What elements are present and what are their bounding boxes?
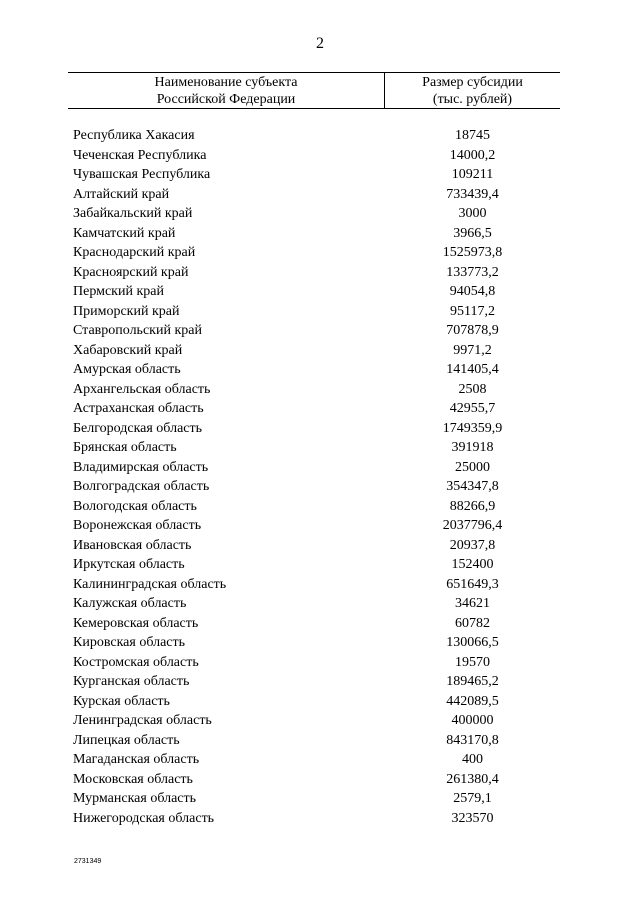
table-row bbox=[73, 302, 560, 322]
table-row bbox=[73, 633, 560, 653]
table-row bbox=[73, 672, 560, 692]
subsidy-amount: 130066,5 bbox=[446, 635, 499, 650]
subsidy-amount: 20937,8 bbox=[449, 537, 496, 553]
subsidy-amount: 141405,4 bbox=[446, 362, 499, 377]
subsidy-amount: 2579,1 bbox=[453, 791, 492, 806]
region-name: Кировская область bbox=[73, 635, 186, 650]
subsidy-amount: 60782 bbox=[455, 615, 490, 631]
table-row bbox=[73, 146, 560, 166]
region-name: Московская область bbox=[73, 771, 193, 787]
region-name: Волгоградская область bbox=[73, 479, 210, 494]
subsidy-amount: 1525973,8 bbox=[442, 245, 503, 260]
region-name: Чеченская Республика bbox=[73, 147, 207, 163]
table-row bbox=[73, 399, 560, 419]
table-row bbox=[73, 438, 560, 458]
subsidy-amount: 189465,2 bbox=[446, 674, 499, 689]
subsidy-amount: 95117,2 bbox=[450, 303, 495, 319]
region-name: Курская область bbox=[73, 693, 170, 709]
region-name: Приморский край bbox=[73, 303, 180, 319]
header-region-name-line1: Наименование субъекта bbox=[154, 75, 298, 90]
region-name: Магаданская область bbox=[73, 752, 200, 767]
header-region-name bbox=[68, 73, 385, 108]
subsidy-amount: 18745 bbox=[455, 128, 490, 143]
subsidy-amount: 88266,9 bbox=[449, 498, 496, 514]
table-row bbox=[73, 731, 560, 751]
table-row bbox=[73, 263, 560, 283]
region-name: Алтайский край bbox=[73, 186, 170, 202]
region-name: Вологодская область bbox=[73, 498, 197, 514]
subsidy-amount: 323570 bbox=[451, 810, 494, 826]
subsidy-amount: 733439,4 bbox=[446, 186, 499, 202]
table-row bbox=[73, 341, 560, 361]
region-name: Белгородская область bbox=[73, 420, 203, 436]
table-row bbox=[73, 380, 560, 400]
subsidy-amount: 843170,8 bbox=[446, 732, 499, 748]
region-name: Кемеровская область bbox=[73, 615, 199, 631]
region-name: Забайкальский край bbox=[73, 206, 193, 221]
region-name: Краснодарский край bbox=[73, 245, 196, 260]
region-name: Нижегородская область bbox=[73, 810, 215, 826]
table-row bbox=[73, 614, 560, 634]
table-row bbox=[73, 419, 560, 439]
header-subsidy-amount bbox=[385, 73, 560, 108]
subsidy-amount: 3966,5 bbox=[453, 225, 492, 241]
region-name: Ставропольский край bbox=[73, 323, 202, 338]
region-name: Калининградская область bbox=[73, 576, 227, 592]
region-name: Мурманская область bbox=[73, 791, 197, 806]
table-row bbox=[73, 458, 560, 478]
table-row bbox=[73, 594, 560, 614]
table-row bbox=[73, 653, 560, 673]
region-name: Амурская область bbox=[73, 362, 181, 377]
table-row bbox=[73, 536, 560, 556]
subsidy-amount: 152400 bbox=[451, 557, 494, 572]
table-row bbox=[73, 516, 560, 536]
table-row bbox=[73, 185, 560, 205]
document-code: 2731349 bbox=[74, 858, 102, 865]
table-row bbox=[73, 224, 560, 244]
subsidy-amount: 400 bbox=[462, 752, 483, 767]
table-header bbox=[68, 72, 560, 109]
region-name: Воронежская область bbox=[73, 518, 202, 533]
subsidy-amount: 707878,9 bbox=[446, 323, 499, 338]
table-row bbox=[73, 126, 560, 146]
subsidy-amount: 2037796,4 bbox=[442, 518, 503, 533]
subsidy-amount: 651649,3 bbox=[446, 576, 499, 592]
region-name: Астраханская область bbox=[73, 401, 204, 416]
table-row bbox=[73, 789, 560, 809]
region-name: Владимирская область bbox=[73, 459, 209, 475]
region-name: Иркутская область bbox=[73, 557, 185, 572]
table-row bbox=[73, 770, 560, 790]
table-row bbox=[73, 204, 560, 224]
region-name: Камчатский край bbox=[73, 225, 176, 241]
subsidy-amount: 1749359,9 bbox=[442, 420, 503, 436]
table-body bbox=[73, 126, 560, 828]
subsidy-amount: 3000 bbox=[458, 206, 487, 221]
table-row bbox=[73, 711, 560, 731]
table-row bbox=[73, 243, 560, 263]
region-name: Республика Хакасия bbox=[73, 128, 195, 143]
region-name: Калужская область bbox=[73, 596, 187, 611]
subsidy-amount: 94054,8 bbox=[449, 284, 496, 299]
table-row bbox=[73, 321, 560, 341]
subsidy-amount: 133773,2 bbox=[446, 264, 499, 280]
subsidy-amount: 25000 bbox=[455, 459, 490, 475]
region-name: Красноярский край bbox=[73, 264, 189, 280]
subsidy-amount: 34621 bbox=[455, 596, 490, 611]
subsidy-amount: 400000 bbox=[451, 713, 494, 728]
region-name: Чувашская Республика bbox=[73, 167, 211, 182]
region-name: Ивановская область bbox=[73, 537, 192, 553]
region-name: Пермский край bbox=[73, 284, 164, 299]
table-row bbox=[73, 692, 560, 712]
table-row bbox=[73, 575, 560, 595]
region-name: Курганская область bbox=[73, 674, 190, 689]
table-row bbox=[73, 750, 560, 770]
table-row bbox=[73, 360, 560, 380]
header-region-name-line2: Российской Федерации bbox=[156, 92, 296, 107]
subsidy-amount: 391918 bbox=[451, 440, 494, 455]
region-name: Архангельская область bbox=[73, 381, 211, 397]
subsidy-amount: 14000,2 bbox=[449, 147, 496, 163]
subsidy-amount: 9971,2 bbox=[453, 342, 492, 358]
region-name: Костромская область bbox=[73, 654, 199, 670]
table-row bbox=[73, 497, 560, 517]
table-row bbox=[73, 282, 560, 302]
page-number: 2 bbox=[316, 35, 324, 52]
header-subsidy-amount-line2: (тыс. рублей) bbox=[432, 92, 513, 107]
subsidy-amount: 261380,4 bbox=[446, 771, 499, 787]
region-name: Липецкая область bbox=[73, 732, 180, 748]
subsidy-amount: 442089,5 bbox=[446, 693, 499, 709]
subsidy-amount: 2508 bbox=[458, 381, 487, 397]
region-name: Брянская область bbox=[73, 440, 177, 455]
table-row bbox=[73, 477, 560, 497]
region-name: Ленинградская область bbox=[73, 713, 212, 728]
table-row bbox=[73, 165, 560, 185]
table-row bbox=[73, 555, 560, 575]
table-row bbox=[73, 809, 560, 829]
subsidy-amount: 354347,8 bbox=[446, 479, 499, 494]
subsidy-amount: 19570 bbox=[455, 654, 490, 670]
subsidy-amount: 42955,7 bbox=[449, 401, 496, 416]
header-subsidy-amount-line1: Размер субсидии bbox=[422, 75, 523, 90]
subsidy-amount: 109211 bbox=[451, 167, 494, 182]
region-name: Хабаровский край bbox=[73, 342, 183, 358]
